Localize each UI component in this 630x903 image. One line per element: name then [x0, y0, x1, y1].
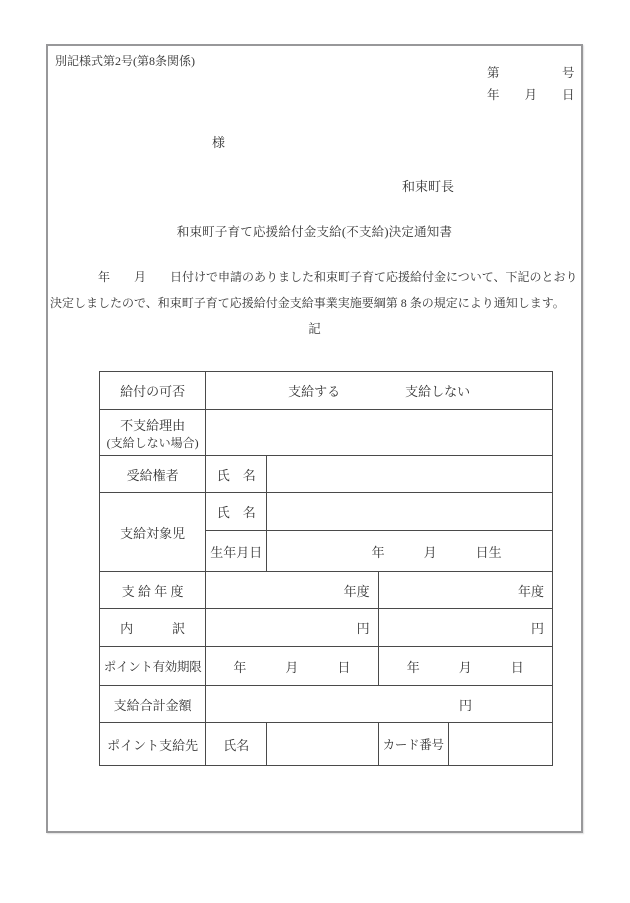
- row-nonpayment-reason: [100, 410, 553, 456]
- point-expiry-field-2: 年 月 日: [378, 647, 552, 686]
- body-line-2: 決定しましたので、和束町子育て応援給付金支給事業実施要綱第 8 条の規定により通知します。: [50, 296, 565, 310]
- nonpayment-reason-field: [206, 410, 553, 456]
- row-breakdown: [100, 609, 553, 647]
- breakdown-amount-field-2: 円: [378, 609, 552, 647]
- child-label: 支給対象児: [100, 493, 206, 572]
- point-expiry-label: ポイント有効期限: [100, 647, 206, 686]
- nonpayment-reason-label: [100, 410, 206, 456]
- child-name-field: [267, 493, 553, 531]
- point-recipient-label: ポイント支給先: [100, 723, 206, 766]
- fiscal-year-field-1: 年度: [206, 572, 378, 609]
- body-line-1: 年 月 日付けで申請のありました和束町子育て応援給付金について、下記のとおり: [50, 270, 578, 284]
- benefit-decision-table: [99, 371, 553, 766]
- total-amount-field: 円: [206, 686, 553, 723]
- point-recipient-name-label: 氏名: [206, 723, 267, 766]
- recipient-name-field: [267, 456, 553, 493]
- recipient-label: 受給権者: [100, 456, 206, 493]
- payment-decision-options: 支給する 支給しない: [206, 372, 553, 410]
- total-amount-label: 支給合計金額: [100, 686, 206, 723]
- card-number-field: [448, 723, 552, 766]
- ki-marker: 記: [308, 322, 321, 336]
- payment-decision-label: 給付の可否: [100, 372, 206, 410]
- row-total-amount: [100, 686, 553, 723]
- row-fiscal-year: [100, 572, 553, 609]
- doc-meta-block: [487, 62, 575, 106]
- point-expiry-field-1: 年 月 日: [206, 647, 378, 686]
- recipient-name-label: 氏 名: [206, 456, 267, 493]
- row-point-expiry: [100, 647, 553, 686]
- addressee-honorific: 様: [212, 135, 226, 150]
- row-point-recipient: [100, 723, 553, 766]
- doc-date-line: 年 月 日: [487, 88, 575, 102]
- document-title: 和束町子育て応援給付金支給(不支給)決定通知書: [176, 225, 453, 239]
- nonpayment-reason-label-line1: 不支給理由: [120, 417, 186, 433]
- breakdown-amount-field-1: 円: [206, 609, 378, 647]
- point-recipient-name-field: [267, 723, 378, 766]
- fiscal-year-label: 支 給 年 度: [100, 572, 206, 609]
- fiscal-year-field-2: 年度: [378, 572, 552, 609]
- body-paragraph: [50, 264, 581, 316]
- card-number-label: カード番号: [378, 723, 448, 766]
- child-dob-field: 年 月 日生: [267, 531, 553, 572]
- nonpayment-reason-label-line2: (支給しない場合): [106, 435, 199, 450]
- sender-title: 和束町長: [402, 179, 455, 194]
- doc-number-line: 第 号: [487, 66, 575, 80]
- form-style-label: 別記様式第2号(第8条関係): [55, 54, 195, 68]
- form-sheet: [46, 44, 583, 833]
- child-dob-label: 生年月日: [206, 531, 267, 572]
- breakdown-label: 内 訳: [100, 609, 206, 647]
- row-recipient: [100, 456, 553, 493]
- child-name-label: 氏 名: [206, 493, 267, 531]
- row-payment-decision: [100, 372, 553, 410]
- row-child-name: [100, 493, 553, 531]
